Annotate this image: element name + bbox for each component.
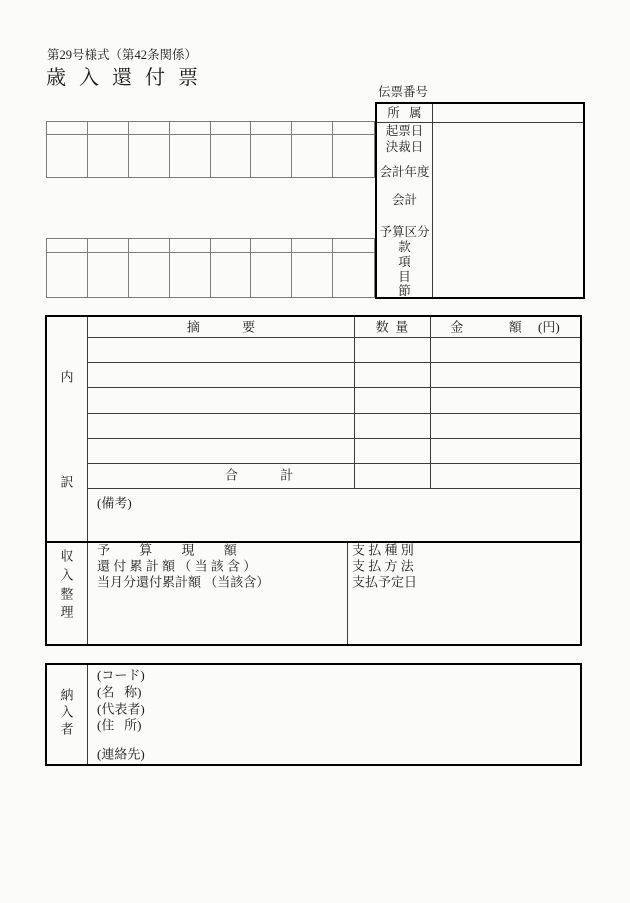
grid-cell — [292, 239, 333, 253]
account-label: 会計 — [391, 192, 417, 207]
payer-contact-label: (連絡先) — [97, 746, 145, 762]
approval-date-label: 決裁日 — [385, 139, 424, 154]
grid-cell — [251, 253, 292, 297]
grid-cell — [129, 253, 170, 297]
grid-cell — [211, 253, 252, 297]
grid-cell — [170, 122, 211, 135]
grid-cell — [88, 253, 129, 297]
breakdown-section-label-char: 内 — [60, 369, 74, 385]
payer-code-label: (コード) — [97, 667, 145, 683]
kou-label: 項 — [398, 254, 411, 269]
payer-label-column-divider — [87, 665, 88, 764]
fiscal-year-label: 会計年度 — [379, 164, 430, 179]
payment-column-divider — [347, 543, 348, 644]
payer-section-label-char: 納 — [60, 687, 74, 703]
form-number: 第29号様式（第42条関係） — [47, 47, 198, 62]
payer-section-label-char: 者 — [60, 721, 74, 737]
grid-cell — [333, 135, 374, 177]
adjustment-section-label-char: 収 — [60, 548, 74, 564]
grid-cell — [333, 122, 374, 135]
grid-cell — [88, 135, 129, 177]
grid-cell — [170, 253, 211, 297]
amount-column-header: 金 額 (円) — [450, 319, 560, 335]
row-divider — [88, 362, 580, 363]
row-divider — [88, 438, 580, 439]
grid-cell — [47, 253, 88, 297]
payer-representative-label: (代表者) — [97, 701, 145, 717]
payer-name-label: (名 称) — [97, 684, 142, 700]
grid-cell — [292, 135, 333, 177]
grid-cell — [47, 239, 88, 253]
quantity-column-header: 数 量 — [375, 319, 409, 335]
stub-grid-top — [46, 121, 375, 178]
grid-cell — [333, 253, 374, 297]
slip-header-box — [375, 102, 585, 299]
setsu-label: 節 — [398, 283, 411, 298]
remarks-label: (備考) — [97, 495, 132, 511]
payment-due-date-label: 支払予定日 — [352, 574, 418, 590]
payer-address-label: (住 所) — [97, 717, 142, 733]
total-label: 合 計 — [224, 467, 294, 483]
grid-cell — [129, 135, 170, 177]
stub-grid-bottom — [46, 238, 375, 298]
adjustment-section-label-char: 整 — [60, 586, 74, 602]
grid-cell — [292, 253, 333, 297]
summary-column-header: 摘 要 — [186, 319, 256, 335]
kan-label: 款 — [398, 239, 411, 254]
grid-cell — [211, 122, 252, 135]
budget-current-label: 予 算 現 額 — [97, 542, 237, 558]
budget-division-label: 予算区分 — [379, 224, 430, 239]
payer-box — [45, 663, 582, 766]
adjustment-section-label-char: 理 — [60, 604, 74, 620]
grid-cell — [170, 239, 211, 253]
slip-label-column-divider — [432, 104, 433, 297]
grid-cell — [333, 239, 374, 253]
header-row-divider — [88, 337, 580, 338]
breakdown-table — [45, 315, 582, 646]
grid-cell — [211, 239, 252, 253]
grid-cell — [251, 239, 292, 253]
total-row-divider — [88, 488, 580, 489]
grid-cell — [292, 122, 333, 135]
monthly-refund-cumulative-label: 当月分還付累計額 （当該含） — [97, 574, 270, 590]
grid-cell — [129, 239, 170, 253]
payer-section-label-char: 入 — [60, 704, 74, 720]
payment-method-label: 支 払 方 法 — [352, 558, 414, 574]
grid-cell — [88, 122, 129, 135]
moku-label: 目 — [398, 269, 411, 284]
grid-cell — [47, 135, 88, 177]
affiliation-label: 所 属 — [387, 105, 422, 120]
grid-cell — [170, 135, 211, 177]
grid-cell — [47, 122, 88, 135]
grid-cell — [251, 122, 292, 135]
draft-date-label: 起票日 — [385, 123, 424, 138]
grid-cell — [251, 135, 292, 177]
grid-cell — [129, 122, 170, 135]
adjustment-section-label-char: 入 — [60, 567, 74, 583]
refund-cumulative-label: 還 付 累 計 額 （ 当 該 含 ） — [97, 558, 257, 574]
row-divider — [88, 413, 580, 414]
grid-cell — [88, 239, 129, 253]
page-title: 歳 入 還 付 票 — [46, 67, 199, 89]
breakdown-section-label-char: 訳 — [60, 474, 74, 490]
row-divider — [88, 387, 580, 388]
grid-cell — [211, 135, 252, 177]
row-divider — [88, 463, 580, 464]
payment-type-label: 支 払 種 別 — [352, 542, 414, 558]
slip-number-label: 伝票番号 — [378, 84, 429, 99]
